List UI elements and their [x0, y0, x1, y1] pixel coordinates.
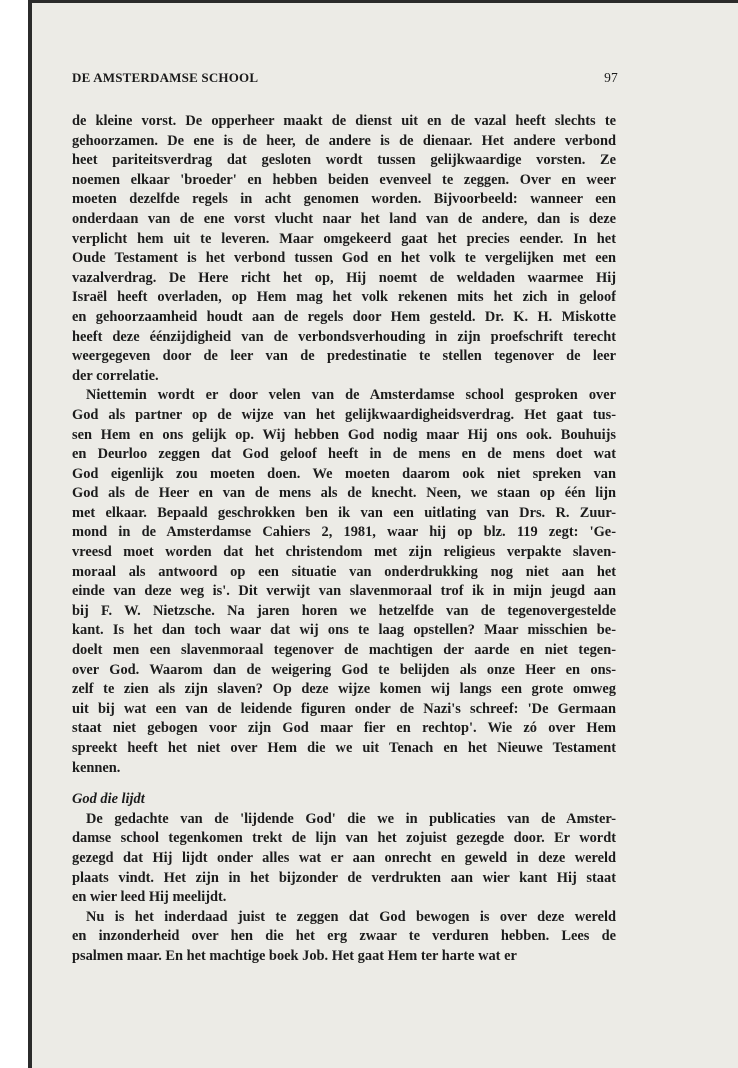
text-line: doelt men een slavenmoraal tegenover de machtigen der aarde en niet tegen-	[72, 642, 616, 659]
text-line: gezegd dat Hij lijdt onder alles wat er aan onrecht en geweld in deze wereld	[72, 849, 616, 866]
text-line: weergegeven door de leer van de predestinatie te stellen tegenover de leer	[72, 348, 616, 365]
text-line: einde van deze weg is'. Dit verwijt van slavenmoraal trof ik in mijn jeugd aan	[72, 583, 616, 600]
text-line: onderdaan van de ene vorst vlucht naar het land van de andere, dan is deze	[72, 210, 616, 227]
text-line: en wier leed Hij meelijdt.	[72, 889, 227, 906]
text-line: psalmen maar. En het machtige boek Job. Het gaat Hem ter harte wat er	[72, 947, 517, 964]
text-line: kant. Is het dan toch waar dat wij ons te laag opstellen? Maar misschien be-	[72, 622, 616, 639]
text-line: en Deurloo zeggen dat God geloof heeft in de mens en de mens doet wat	[72, 446, 616, 463]
text-line: moraal als antwoord op een situatie van onderdrukking nog niet aan het	[72, 563, 616, 580]
text-line: damse school tegenkomen trekt de lijn van het zojuist gezegde door. Er wordt	[72, 830, 616, 847]
text-line: over God. Waarom dan de weigering God te belijden als onze Heer en ons-	[72, 661, 616, 678]
text-line: staat niet gebogen voor zijn God maar fier en rechtop'. Wie zó over Hem	[72, 720, 616, 737]
text-line: God eigenlijk zou moeten doen. We moeten daarom ook niet spreken van	[72, 465, 616, 482]
text-line: Oude Testament is het verbond tussen God en het volk te vergelijken met een	[72, 250, 616, 267]
text-line: sen Hem en ons gelijk op. Wij hebben God nodig maar Hij ons ook. Bouhuijs	[72, 426, 616, 443]
text-line: God als partner op de wijze van het gelijkwaardigheidsverdrag. Het gaat tus-	[72, 406, 616, 423]
text-line: noemen elkaar 'broeder' en hebben beiden evenveel te zeggen. Over en weer	[72, 171, 616, 188]
text-line: Niettemin wordt er door velen van de Amsterdamse school gesproken over	[86, 387, 616, 404]
running-header	[72, 70, 618, 86]
text-line: kennen.	[72, 759, 121, 776]
text-line: de kleine vorst. De opperheer maakt de dienst uit en de vazal heeft slechts te	[72, 113, 616, 129]
text-line: gehoorzamen. De ene is de heer, de andere is de dienaar. Het andere verbond	[72, 132, 616, 149]
running-title: DE AMSTERDAMSE SCHOOL	[72, 70, 259, 85]
text-line: uit bij wat een van de leidende figuren onder de Nazi's schreef: 'De Germaan	[72, 700, 616, 717]
text-line: verplicht hem uit te leveren. Maar omgekeerd gaat het precies eender. In het	[72, 230, 616, 247]
text-line: heeft deze éénzijdigheid van de verbondsverhouding in zijn proefschrift terecht	[72, 328, 616, 345]
text-line: en gehoorzaamheid houdt aan de regels door Hem gesteld. Dr. K. H. Miskotte	[72, 308, 616, 325]
text-line: heet pariteitsverdrag dat gesloten wordt tussen gelijkwaardige vorsten. Ze	[72, 152, 616, 169]
text-line: spreekt heeft het niet over Hem die we uit Tenach en het Nieuwe Testament	[72, 740, 616, 756]
text-line: bij F. W. Nietzsche. Na jaren horen we hetzelfde van de tegenovergestelde	[72, 602, 616, 619]
text-line: zelf te zien als zijn slaven? Op deze wijze komen wij langs een grote omweg	[72, 681, 616, 698]
paragraph-container	[72, 112, 616, 967]
section-heading: God die lijdt	[72, 791, 145, 808]
text-line: De gedachte van de 'lijdende God' die we in publicaties van de Amster-	[86, 810, 616, 827]
text-line: vreesd moet worden dat het christendom met zijn religieus verpakte slaven-	[72, 544, 616, 561]
text-line: en inzonderheid over hen die het erg zwaar te verduren hebben. Lees de	[72, 928, 616, 945]
text-line: God als de Heer en van de mens als de knecht. Neen, we staan op één lijn	[72, 485, 616, 502]
page-number: 97	[604, 70, 618, 85]
text-line: der correlatie.	[72, 367, 159, 384]
text-line: met elkaar. Bepaald geschrokken ben ik van een uitlating van Drs. R. Zuur-	[72, 504, 616, 521]
text-line: vazalverdrag. De Here richt het op, Hij noemt de weldaden waarmee Hij	[72, 269, 616, 286]
text-line: mond in de Amsterdamse Cahiers 2, 1981, waar hij op blz. 119 zegt: 'Ge-	[72, 524, 616, 541]
text-line: Nu is het inderdaad juist te zeggen dat God bewogen is over deze wereld	[86, 908, 616, 925]
text-line: Israël heeft overladen, op Hem mag het volk rekenen mits het zich in geloof	[72, 289, 616, 306]
section-gap	[72, 778, 616, 790]
text-line: plaats vindt. Het zijn in het bijzonder de verdrukten aan wier kant Hij staat	[72, 869, 616, 886]
text-line: moeten dezelfde regels in acht genomen worden. Bijvoorbeeld: wanneer een	[72, 191, 616, 208]
body-text	[72, 112, 616, 967]
